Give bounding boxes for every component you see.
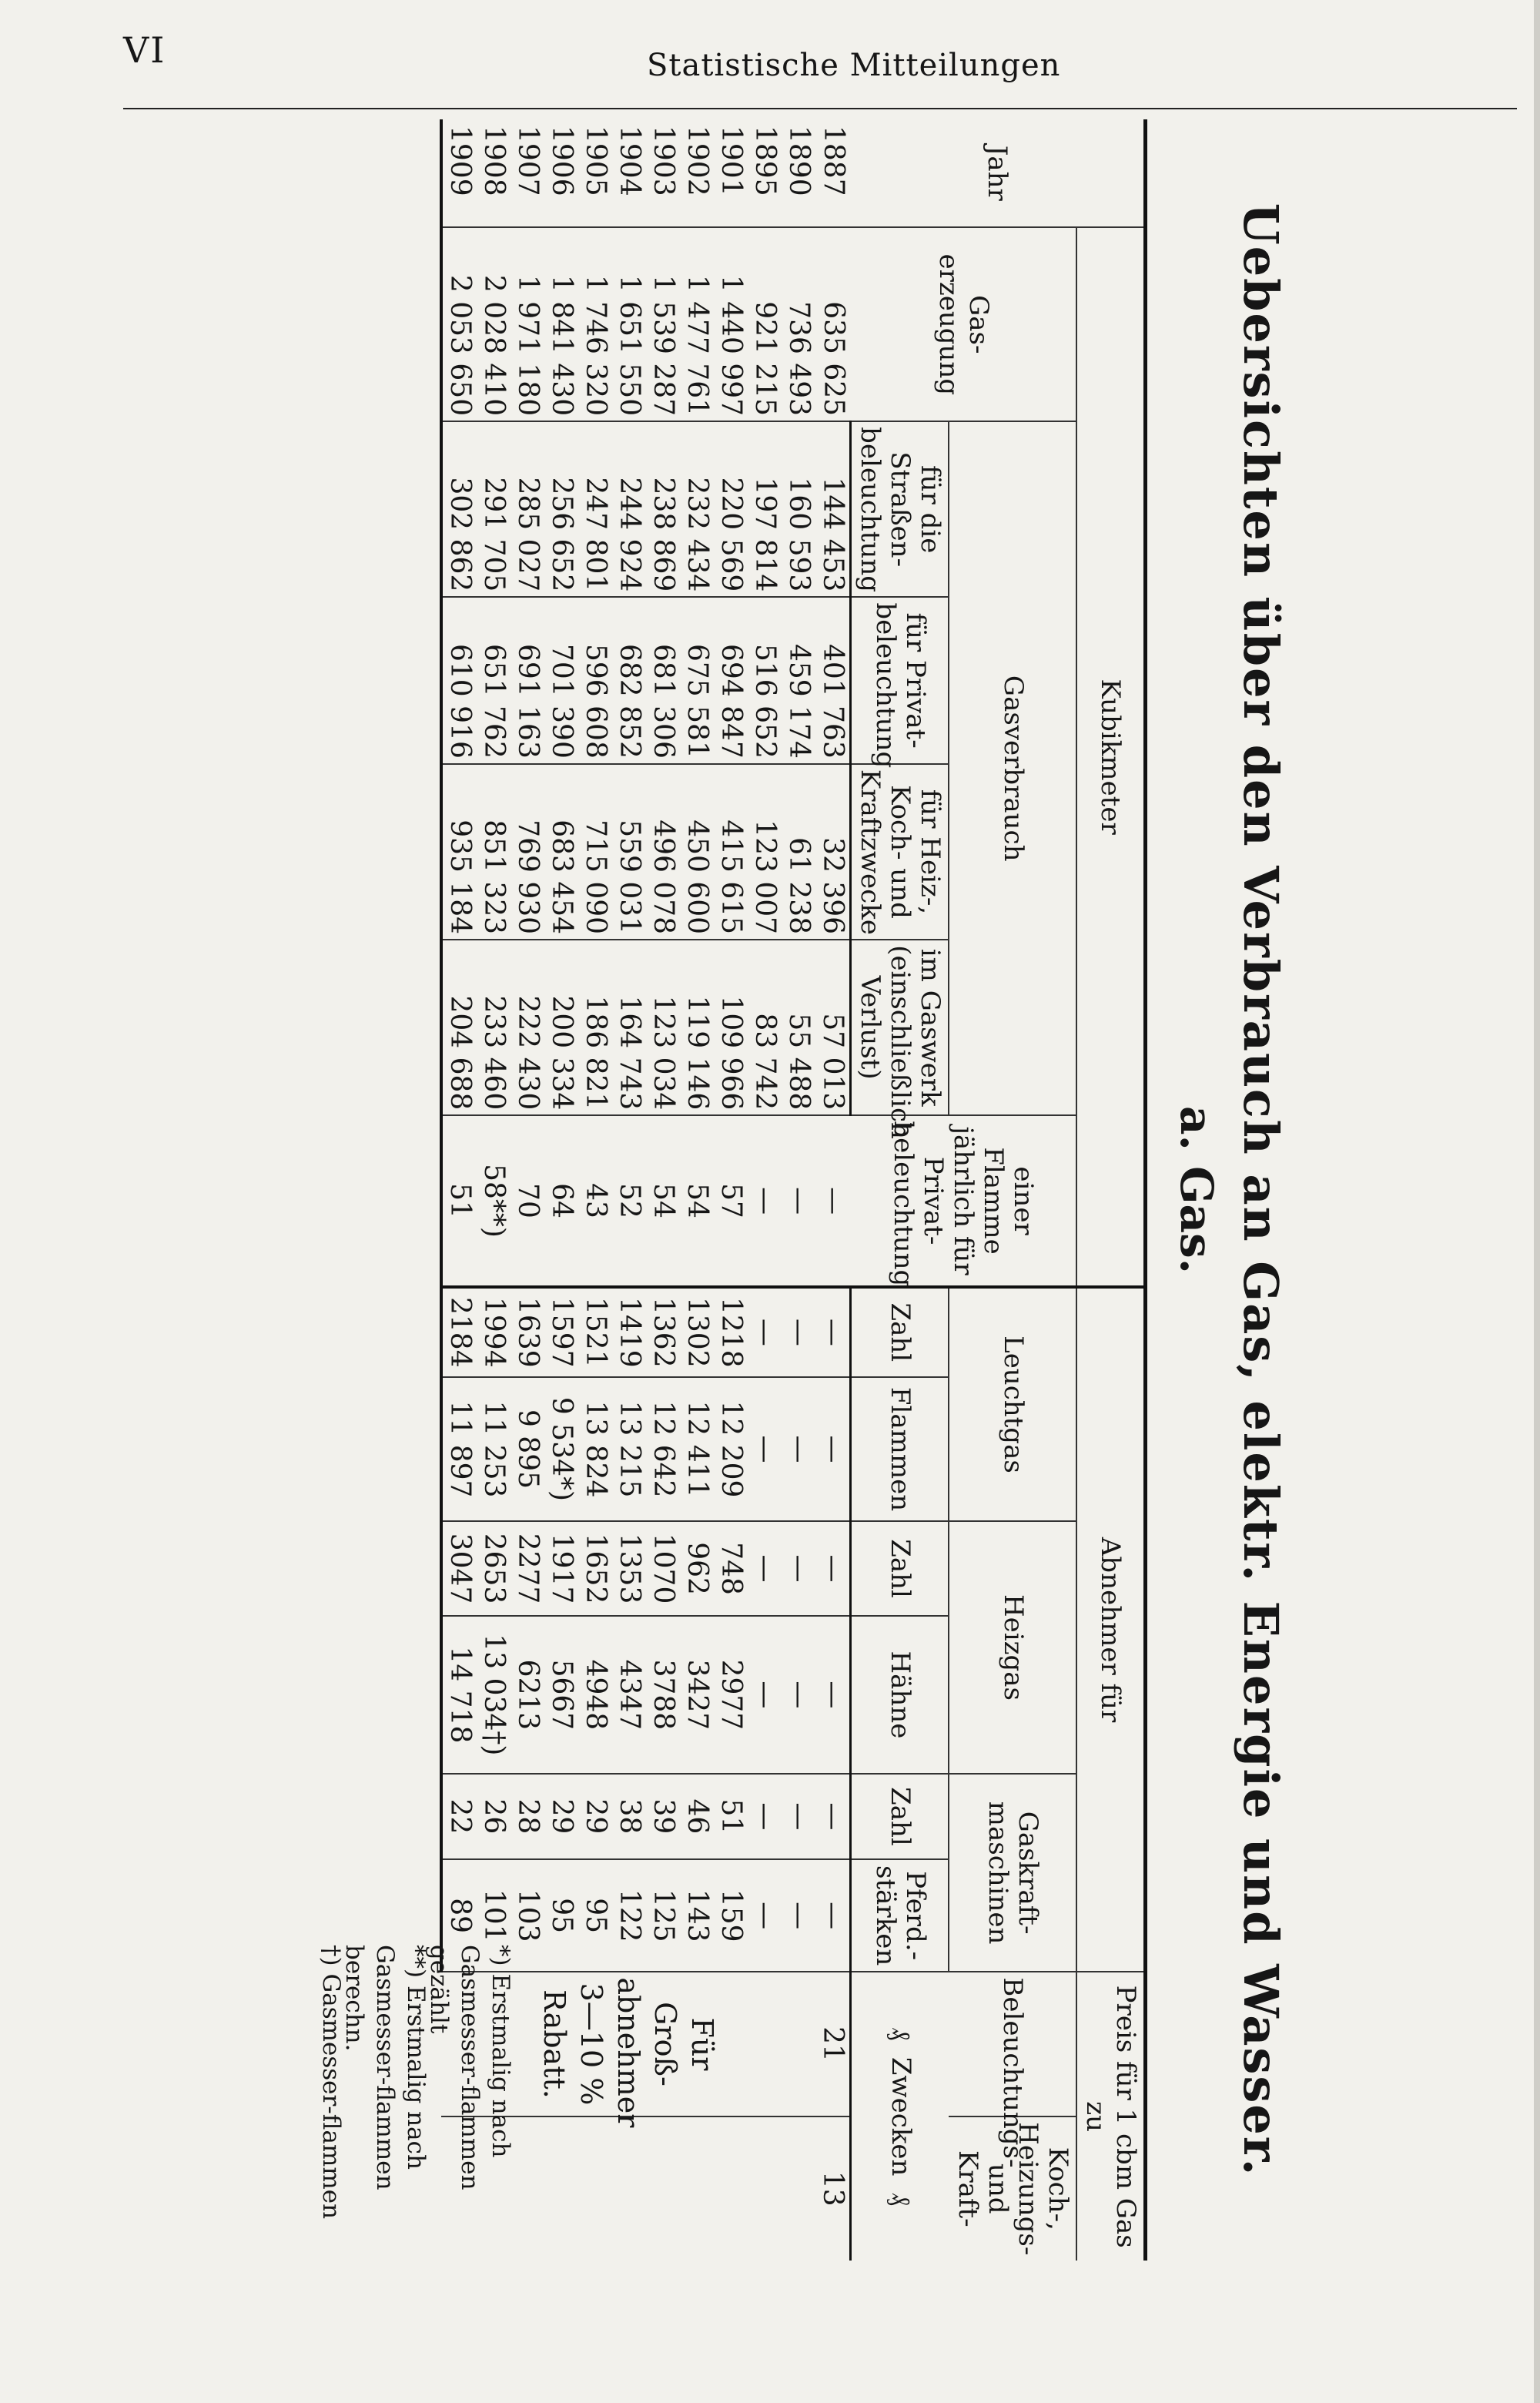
cell-preis-beleuchtung: 21 — [815, 1972, 851, 2116]
cell-flamme: 70 — [511, 1115, 544, 1286]
cell-heiz: 496 078 — [646, 764, 680, 940]
cell-erzeugung: 1 539 287 — [646, 227, 680, 421]
cell-zahl-heizgas: 1070 — [646, 1521, 680, 1616]
cell-flamme: — — [782, 1115, 815, 1286]
cell-strassen: 220 569 — [714, 421, 748, 597]
header-preis: Preis für 1 cbm Gas zu — [1076, 1972, 1146, 2261]
cell-strassen: 291 705 — [477, 421, 511, 597]
table-row — [511, 119, 544, 2261]
cell-privat: 681 306 — [646, 597, 680, 764]
cell-zahl-leuchtgas: — — [815, 1287, 851, 1377]
page-number: VI — [123, 29, 166, 71]
header-flamme: einer Flamme jährlich für Privat-beleuchtung — [851, 1115, 1076, 1286]
cell-pferde: 101 — [477, 1859, 511, 1972]
table-row — [477, 119, 511, 2261]
cell-jahr: 1890 — [783, 126, 815, 196]
cell-flamme: 43 — [578, 1115, 612, 1286]
price-note: Für Groß-abnehmer 3—10 % Rabatt. — [441, 1972, 815, 2116]
cell-erzeugung: 736 493 — [782, 227, 815, 421]
cell-jahr: 1908 — [478, 126, 511, 196]
cell-zahl-leuchtgas: 1419 — [612, 1287, 646, 1377]
cell-pferde: — — [815, 1859, 851, 1972]
cell-privat: 701 390 — [544, 597, 578, 764]
cell-preis-koch: 13 — [815, 2116, 851, 2261]
cell-erzeugung: 635 625 — [815, 227, 851, 421]
header-zahl-kraft: Zahl — [851, 1774, 949, 1859]
cell-strassen: 197 814 — [748, 421, 782, 597]
cell-zahl-leuchtgas: 1597 — [544, 1287, 578, 1377]
cell-haehne: 13 034†) — [477, 1616, 511, 1774]
cell-zahl-heizgas: 1353 — [612, 1521, 646, 1616]
cell-strassen: 244 924 — [612, 421, 646, 597]
cell-flamme: 57 — [714, 1115, 748, 1286]
table-row — [544, 119, 578, 2261]
cell-zahl-heizgas: 1917 — [544, 1521, 578, 1616]
cell-strassen: 160 593 — [782, 421, 815, 597]
cell-flamme: 64 — [544, 1115, 578, 1286]
cell-zahl-kraft: — — [748, 1774, 782, 1859]
cell-privat: 401 763 — [815, 597, 851, 764]
cell-haehne: — — [748, 1616, 782, 1774]
cell-zahl-leuchtgas: 1302 — [680, 1287, 714, 1377]
cell-zahl-heizgas: 2277 — [511, 1521, 544, 1616]
header-heiz: für Heiz-, Koch- und Kraftzwecke — [851, 764, 949, 940]
header-heizgas: Heizgas — [949, 1521, 1076, 1774]
cell-pferde: 89 — [441, 1859, 477, 1972]
cell-erzeugung: 1 841 430 — [544, 227, 578, 421]
cell-zahl-heizgas: — — [815, 1521, 851, 1616]
cell-jahr: 1906 — [546, 126, 578, 196]
cell-strassen: 144 453 — [815, 421, 851, 597]
cell-jahr: 1902 — [681, 126, 714, 196]
page-edge — [1534, 0, 1540, 2403]
header-gaserzeugung: Gas-erzeugung — [851, 227, 1076, 421]
header-abnehmer: Abnehmer für — [1076, 1287, 1146, 1972]
cell-heiz: 683 454 — [544, 764, 578, 940]
cell-strassen: 247 801 — [578, 421, 612, 597]
table-row — [578, 119, 612, 2261]
cell-flammen: 11 253 — [477, 1377, 511, 1521]
header-zahl-leuchtgas: Zahl — [851, 1287, 949, 1377]
table-row — [680, 119, 714, 2261]
cell-strassen: 285 027 — [511, 421, 544, 597]
header-haehne: Hähne — [851, 1616, 949, 1774]
cell-flamme: 54 — [680, 1115, 714, 1286]
cell-jahr: 1909 — [441, 119, 477, 227]
cell-gaswerk: 200 334 — [544, 940, 578, 1115]
cell-heiz: 123 007 — [748, 764, 782, 940]
cell-pferde: 125 — [646, 1859, 680, 1972]
cell-gaswerk: 119 146 — [680, 940, 714, 1115]
page-header — [0, 0, 1540, 116]
cell-zahl-kraft: 39 — [646, 1774, 680, 1859]
header-gasverbrauch: Gasverbrauch — [949, 421, 1076, 1115]
cell-flammen: — — [782, 1377, 815, 1521]
cell-haehne: 6213 — [511, 1616, 544, 1774]
footnote-3: †) Gasmesser-flammen — [317, 1945, 345, 2220]
cell-zahl-leuchtgas: 1639 — [511, 1287, 544, 1377]
cell-pferde: 143 — [680, 1859, 714, 1972]
cell-privat: 459 174 — [782, 597, 815, 764]
cell-jahr: 1904 — [614, 126, 646, 196]
header-kubikmeter: Kubikmeter — [1076, 227, 1146, 1286]
cell-haehne: 4948 — [578, 1616, 612, 1774]
cell-heiz: 715 090 — [578, 764, 612, 940]
cell-zahl-kraft: 51 — [714, 1774, 748, 1859]
cell-haehne: 5667 — [544, 1616, 578, 1774]
cell-privat: 651 762 — [477, 597, 511, 764]
cell-jahr: 1895 — [749, 126, 782, 196]
cell-zahl-heizgas: 1652 — [578, 1521, 612, 1616]
header-gaswerk: im Gaswerk (einschließlich Verlust) — [851, 940, 949, 1115]
cell-flammen: 12 642 — [646, 1377, 680, 1521]
table-row — [646, 119, 680, 2261]
cell-jahr: 1887 — [817, 126, 849, 196]
cell-privat: 682 852 — [612, 597, 646, 764]
cell-zahl-heizgas: 3047 — [441, 1521, 477, 1616]
cell-gaswerk: 123 034 — [646, 940, 680, 1115]
cell-flammen: 13 824 — [578, 1377, 612, 1521]
cell-heiz: 415 615 — [714, 764, 748, 940]
cell-privat: 694 847 — [714, 597, 748, 764]
header-zahl-heizgas: Zahl — [851, 1521, 949, 1616]
footnote-2: **) Erstmalig nach Gasmesser-flammen berechn. — [340, 1945, 430, 2190]
cell-strassen: 238 869 — [646, 421, 680, 597]
cell-pferde: 95 — [544, 1859, 578, 1972]
header-leuchtgas: Leuchtgas — [949, 1287, 1076, 1521]
cell-haehne: 14 718 — [441, 1616, 477, 1774]
cell-heiz: 935 184 — [441, 764, 477, 940]
cell-heiz: 769 930 — [511, 764, 544, 940]
cell-pferde: 103 — [511, 1859, 544, 1972]
cell-flammen: — — [748, 1377, 782, 1521]
cell-flamme: 58**) — [477, 1115, 511, 1286]
header-zwecken-label: Zwecken — [885, 2056, 916, 2177]
cell-zahl-heizgas: 748 — [714, 1521, 748, 1616]
cell-haehne: 4347 — [612, 1616, 646, 1774]
header-gaskraft: Gaskraft-maschinen — [949, 1774, 1076, 1972]
header-jahr: Jahr — [982, 145, 1013, 201]
cell-haehne: 2977 — [714, 1616, 748, 1774]
cell-haehne: — — [782, 1616, 815, 1774]
cell-zahl-heizgas: 2653 — [477, 1521, 511, 1616]
cell-privat: 675 581 — [680, 597, 714, 764]
table-title: Uebersichten über den Verbrauch an Gas, elektr. Energie und Wasser. — [1233, 203, 1289, 2177]
cell-erzeugung: 1 440 997 — [714, 227, 748, 421]
cell-zahl-kraft: 38 — [612, 1774, 646, 1859]
cell-zahl-heizgas: — — [782, 1521, 815, 1616]
running-title: Statistische Mitteilungen — [647, 48, 1061, 83]
cell-erzeugung: 921 215 — [748, 227, 782, 421]
table-row — [782, 119, 815, 2261]
header-pf-1: ₰ — [885, 2027, 916, 2041]
cell-zahl-kraft: — — [782, 1774, 815, 1859]
cell-privat: 516 652 — [748, 597, 782, 764]
cell-flamme: — — [815, 1115, 851, 1286]
cell-zahl-kraft: 29 — [578, 1774, 612, 1859]
cell-zahl-kraft: 28 — [511, 1774, 544, 1859]
gas-statistics-table — [440, 119, 1147, 2261]
header-strassen: für die Straßen-beleuchtung — [851, 421, 949, 597]
cell-flammen: 9 534*) — [544, 1377, 578, 1521]
header-privat: für Privat-beleuchtung — [851, 597, 949, 764]
cell-gaswerk: 222 430 — [511, 940, 544, 1115]
cell-haehne: 3788 — [646, 1616, 680, 1774]
cell-privat: 610 916 — [441, 597, 477, 764]
cell-erzeugung: 1 971 180 — [511, 227, 544, 421]
cell-pferde: 122 — [612, 1859, 646, 1972]
cell-heiz: 851 323 — [477, 764, 511, 940]
cell-flamme: 54 — [646, 1115, 680, 1286]
cell-zahl-kraft: 22 — [441, 1774, 477, 1859]
cell-pferde: 159 — [714, 1859, 748, 1972]
cell-flammen: 13 215 — [612, 1377, 646, 1521]
cell-erzeugung: 2 028 410 — [477, 227, 511, 421]
header-zwecken — [851, 1972, 949, 2261]
cell-zahl-leuchtgas: 1994 — [477, 1287, 511, 1377]
cell-zahl-leuchtgas: 1218 — [714, 1287, 748, 1377]
cell-flammen: 12 209 — [714, 1377, 748, 1521]
header-pferde: Pferd.-stärken — [851, 1859, 949, 1972]
cell-flammen: 12 411 — [680, 1377, 714, 1521]
cell-zahl-kraft: 29 — [544, 1774, 578, 1859]
header-beleuchtung: Beleuchtungs- — [949, 1972, 1076, 2116]
cell-zahl-kraft: 46 — [680, 1774, 714, 1859]
table-row — [441, 119, 477, 2261]
header-rule — [123, 108, 1517, 109]
cell-heiz: 61 238 — [782, 764, 815, 940]
table-row — [748, 119, 782, 2261]
cell-zahl-leuchtgas: 1362 — [646, 1287, 680, 1377]
cell-flammen: 11 897 — [441, 1377, 477, 1521]
cell-flamme: — — [748, 1115, 782, 1286]
cell-heiz: 559 031 — [612, 764, 646, 940]
cell-gaswerk: 83 742 — [748, 940, 782, 1115]
footnote-1: *) Erstmalig nach Gasmesser-flammen gezählt — [425, 1945, 514, 2190]
cell-zahl-leuchtgas: 1521 — [578, 1287, 612, 1377]
cell-zahl-heizgas: — — [748, 1521, 782, 1616]
cell-erzeugung: 1 477 761 — [680, 227, 714, 421]
cell-zahl-leuchtgas: 2184 — [441, 1287, 477, 1377]
cell-gaswerk: 204 688 — [441, 940, 477, 1115]
cell-flamme: 51 — [441, 1115, 477, 1286]
cell-gaswerk: 109 966 — [714, 940, 748, 1115]
cell-pferde: 95 — [578, 1859, 612, 1972]
cell-zahl-leuchtgas: — — [748, 1287, 782, 1377]
header-kochheiz: Koch-, Heizungs- und Kraft- — [949, 2116, 1076, 2261]
cell-jahr: 1907 — [512, 126, 544, 196]
cell-jahr: 1903 — [648, 126, 680, 196]
cell-haehne: — — [815, 1616, 851, 1774]
table-row — [714, 119, 748, 2261]
header-pf-2: ₰ — [885, 2193, 916, 2207]
cell-haehne: 3427 — [680, 1616, 714, 1774]
cell-strassen: 232 434 — [680, 421, 714, 597]
cell-gaswerk: 164 743 — [612, 940, 646, 1115]
cell-privat: 691 163 — [511, 597, 544, 764]
cell-flamme: 52 — [612, 1115, 646, 1286]
table-row — [815, 119, 851, 2261]
cell-erzeugung: 1 651 550 — [612, 227, 646, 421]
cell-erzeugung: 2 053 650 — [441, 227, 477, 421]
cell-heiz: 450 600 — [680, 764, 714, 940]
cell-zahl-kraft: — — [815, 1774, 851, 1859]
cell-pferde: — — [782, 1859, 815, 1972]
cell-flammen: 9 895 — [511, 1377, 544, 1521]
cell-pferde: — — [748, 1859, 782, 1972]
cell-zahl-leuchtgas: — — [782, 1287, 815, 1377]
cell-zahl-heizgas: 962 — [680, 1521, 714, 1616]
cell-gaswerk: 233 460 — [477, 940, 511, 1115]
table-row — [612, 119, 646, 2261]
cell-gaswerk: 186 821 — [578, 940, 612, 1115]
cell-flammen: — — [815, 1377, 851, 1521]
cell-zahl-kraft: 26 — [477, 1774, 511, 1859]
header-flammen: Flammen — [851, 1377, 949, 1521]
cell-strassen: 302 862 — [441, 421, 477, 597]
cell-jahr: 1901 — [715, 126, 748, 196]
cell-gaswerk: 55 488 — [782, 940, 815, 1115]
cell-heiz: 32 396 — [815, 764, 851, 940]
cell-jahr: 1905 — [580, 126, 612, 196]
cell-gaswerk: 57 013 — [815, 940, 851, 1115]
table-subtitle: a. Gas. — [1170, 1106, 1223, 1274]
cell-strassen: 256 652 — [544, 421, 578, 597]
cell-erzeugung: 1 746 320 — [578, 227, 612, 421]
cell-privat: 596 608 — [578, 597, 612, 764]
rotated-table-stage — [0, 119, 1294, 2261]
